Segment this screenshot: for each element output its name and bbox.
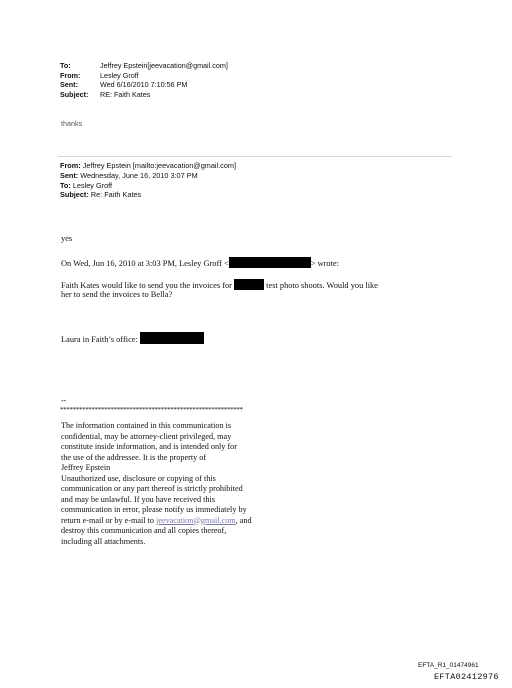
notice-line: communication in error, please notify us immediately by <box>61 505 247 514</box>
email-header <box>60 61 228 99</box>
document-id-small: EFTA_R1_01474961 <box>418 662 479 669</box>
subject-value: RE: Faith Kates <box>100 89 151 99</box>
quoted-intro-text: On Wed, Jun 16, 2010 at 3:03 PM, Lesley Groff < <box>61 259 229 268</box>
fwd-to-value: Lesley Groff <box>70 180 113 190</box>
header-subject <box>60 90 228 100</box>
header-sent <box>60 80 228 90</box>
redaction-box <box>229 257 311 268</box>
notice-line: Jeffrey Epstein <box>61 463 111 472</box>
notice-line: communication or any part thereof is strictly prohibited <box>61 484 243 493</box>
email-link[interactable]: jeevacation@gmail.com <box>156 515 236 525</box>
email-line-before: return e-mail or by e-mail to <box>61 515 157 525</box>
fwd-to-label: To: <box>60 180 71 190</box>
sent-label: Sent: <box>60 80 78 90</box>
sent-value: Wed 6/16/2010 7:10:56 PM <box>100 80 188 90</box>
fwd-sent-value: Wednesday, June 16, 2010 3:07 PM <box>78 170 198 180</box>
document-id: EFTA02412976 <box>434 672 499 682</box>
laura-text: Laura in Faith’s office: <box>61 335 140 344</box>
divider <box>58 156 452 157</box>
notice-line: destroy this communication and all copies thereof, <box>61 526 227 535</box>
quoted-intro-wrote: > wrote: <box>310 259 339 268</box>
p1-text-before: Faith Kates would like to send you the invoices for <box>61 281 235 290</box>
fwd-to-row <box>60 181 236 191</box>
notice-line: The information contained in this communication is <box>61 421 232 430</box>
signature-dashes: -- <box>61 396 67 405</box>
fwd-from-row <box>60 161 236 171</box>
notice-line: the use of the addressee. It is the property of <box>61 452 207 462</box>
to-label: To: <box>60 61 71 70</box>
body-paragraph-line-2: her to send the invoices to Bella? <box>61 290 173 299</box>
fwd-from-value: Jeffrey Epstein [mailto:jeevacation@gmail.com] <box>80 161 236 170</box>
fwd-subject-label: Subject: <box>60 190 89 200</box>
p1-text-after: test photo shoots. Would you like <box>264 281 378 290</box>
from-label: From: <box>60 70 81 80</box>
body-yes: yes <box>61 234 73 243</box>
fwd-sent-label: Sent: <box>60 170 79 180</box>
notice-line: and may be unlawful. If you have received this <box>61 494 215 504</box>
fwd-from-label: From: <box>60 161 81 170</box>
from-value: Lesley Groff <box>100 70 139 80</box>
header-to <box>60 61 228 71</box>
confidentiality-notice <box>61 421 252 547</box>
subject-label: Subject: <box>60 89 89 99</box>
fwd-sent-row <box>60 171 236 181</box>
notice-line: Unauthorized use, disclosure or copying of this <box>61 473 216 483</box>
signature-stars: ********************************************************** <box>60 406 243 414</box>
header-from <box>60 71 228 81</box>
quoted-intro <box>61 257 339 270</box>
redaction-box <box>140 332 204 344</box>
notice-line: including all attachments. <box>61 536 146 546</box>
forwarded-header <box>60 161 236 200</box>
notice-line: constitute inside information, and is intended only for <box>61 442 237 451</box>
email-line-after: , and <box>235 515 252 525</box>
to-value: Jeffrey Epstein[jeevacation@gmail.com] <box>100 61 228 70</box>
notice-line: confidential, may be attorney-client privileged, may <box>61 431 232 441</box>
fwd-subject-row <box>60 190 236 200</box>
laura-line <box>61 332 204 346</box>
notice-email-line <box>61 516 252 527</box>
redaction-box <box>234 279 264 290</box>
reply-text: thanks <box>61 119 83 128</box>
fwd-subject-value: Re: Faith Kates <box>88 190 142 200</box>
